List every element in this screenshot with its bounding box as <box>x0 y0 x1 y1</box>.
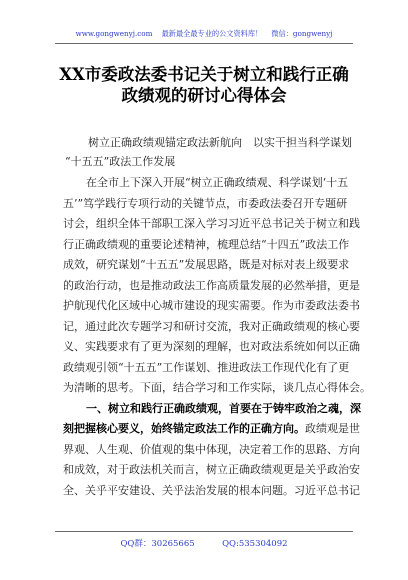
body-line: 成效，研究谋划“十五五”发展思路，既是对标对表上级要求 <box>63 258 350 271</box>
body-line: 五’”笃学践行专项行动的关键节点，市委政法委召开专题研 <box>63 196 348 210</box>
body-line: 界观、人生观、价值观的集中体现，决定着工作的思路、方向 <box>63 442 360 456</box>
body-line: 记，通过此次专题学习和研讨交流，我对正确政绩观的核心要 <box>63 319 360 333</box>
document-body <box>63 173 371 501</box>
header-url[interactable]: www.gongwenyj.com <box>75 29 153 38</box>
footer-divider <box>55 531 353 532</box>
header-promo: 最新最全最专业的公文资料库！ <box>161 29 263 38</box>
title-line-1: XX市委政法委书记关于树立和践行正确 <box>59 65 349 84</box>
subtitle-line-1: 树立正确政绩观锚定政法新航向 以实干担当科学谋划 <box>88 136 352 149</box>
body-line: 为清晰的思考。下面，结合学习和工作实际，谈几点心得体会。 <box>63 381 371 394</box>
section-heading-text-2: 刻把握核心要义，始终锚定政法工作的正确方向。 <box>63 422 305 435</box>
body-line: 全、关乎平安建设、关乎法治发展的根本问题。习近平总书记 <box>63 483 360 497</box>
header-wechat: 微信：gongwenyj <box>271 29 333 38</box>
footer-contact <box>0 537 408 549</box>
section-heading-text-1: 一、树立和践行正确政绩观，首要在于铸牢政治之魂，深 <box>86 401 361 415</box>
body-line: 在全市上下深入开展“树立正确政绩观、科学谋划‘十五 <box>86 176 349 189</box>
header-banner <box>0 29 408 39</box>
document-subtitle <box>65 133 365 171</box>
section-heading-line-2 <box>63 419 363 440</box>
body-line: 政绩观引领“十五五”工作谋划、推进政法工作现代化有了更 <box>63 360 350 374</box>
body-line: 行正确政绩观的重要论述精神，梳理总结“十四五”政法工作 <box>63 237 350 251</box>
document-title <box>40 64 368 106</box>
title-line-2: 政绩观的研讨心得体会 <box>121 86 287 105</box>
header-divider <box>55 43 353 44</box>
footer-qq-group: QQ群：30265665 <box>120 539 195 549</box>
subtitle-line-2: “十五五”政法工作发展 <box>65 155 176 168</box>
heading-tail-text: 政绩观是世 <box>305 422 360 435</box>
footer-qq: QQ:535304092 <box>222 539 288 549</box>
body-line: 义、实践要求有了更为深刻的理解，也对政法系统如何以正确 <box>63 340 360 353</box>
body-line: 护航现代化区域中心城市建设的现实需要。作为市委政法委书 <box>63 299 360 312</box>
body-line: 讨会，组织全体干部职工深入学习习近平总书记关于树立和践 <box>63 217 360 230</box>
section-heading-line-1 <box>63 399 363 420</box>
body-line: 的政治行动，也是推动政法工作高质量发展的必然举措，更是 <box>63 278 360 292</box>
body-line: 和成效，对于政法机关而言，树立正确政绩观更是关乎政治安 <box>63 463 360 476</box>
